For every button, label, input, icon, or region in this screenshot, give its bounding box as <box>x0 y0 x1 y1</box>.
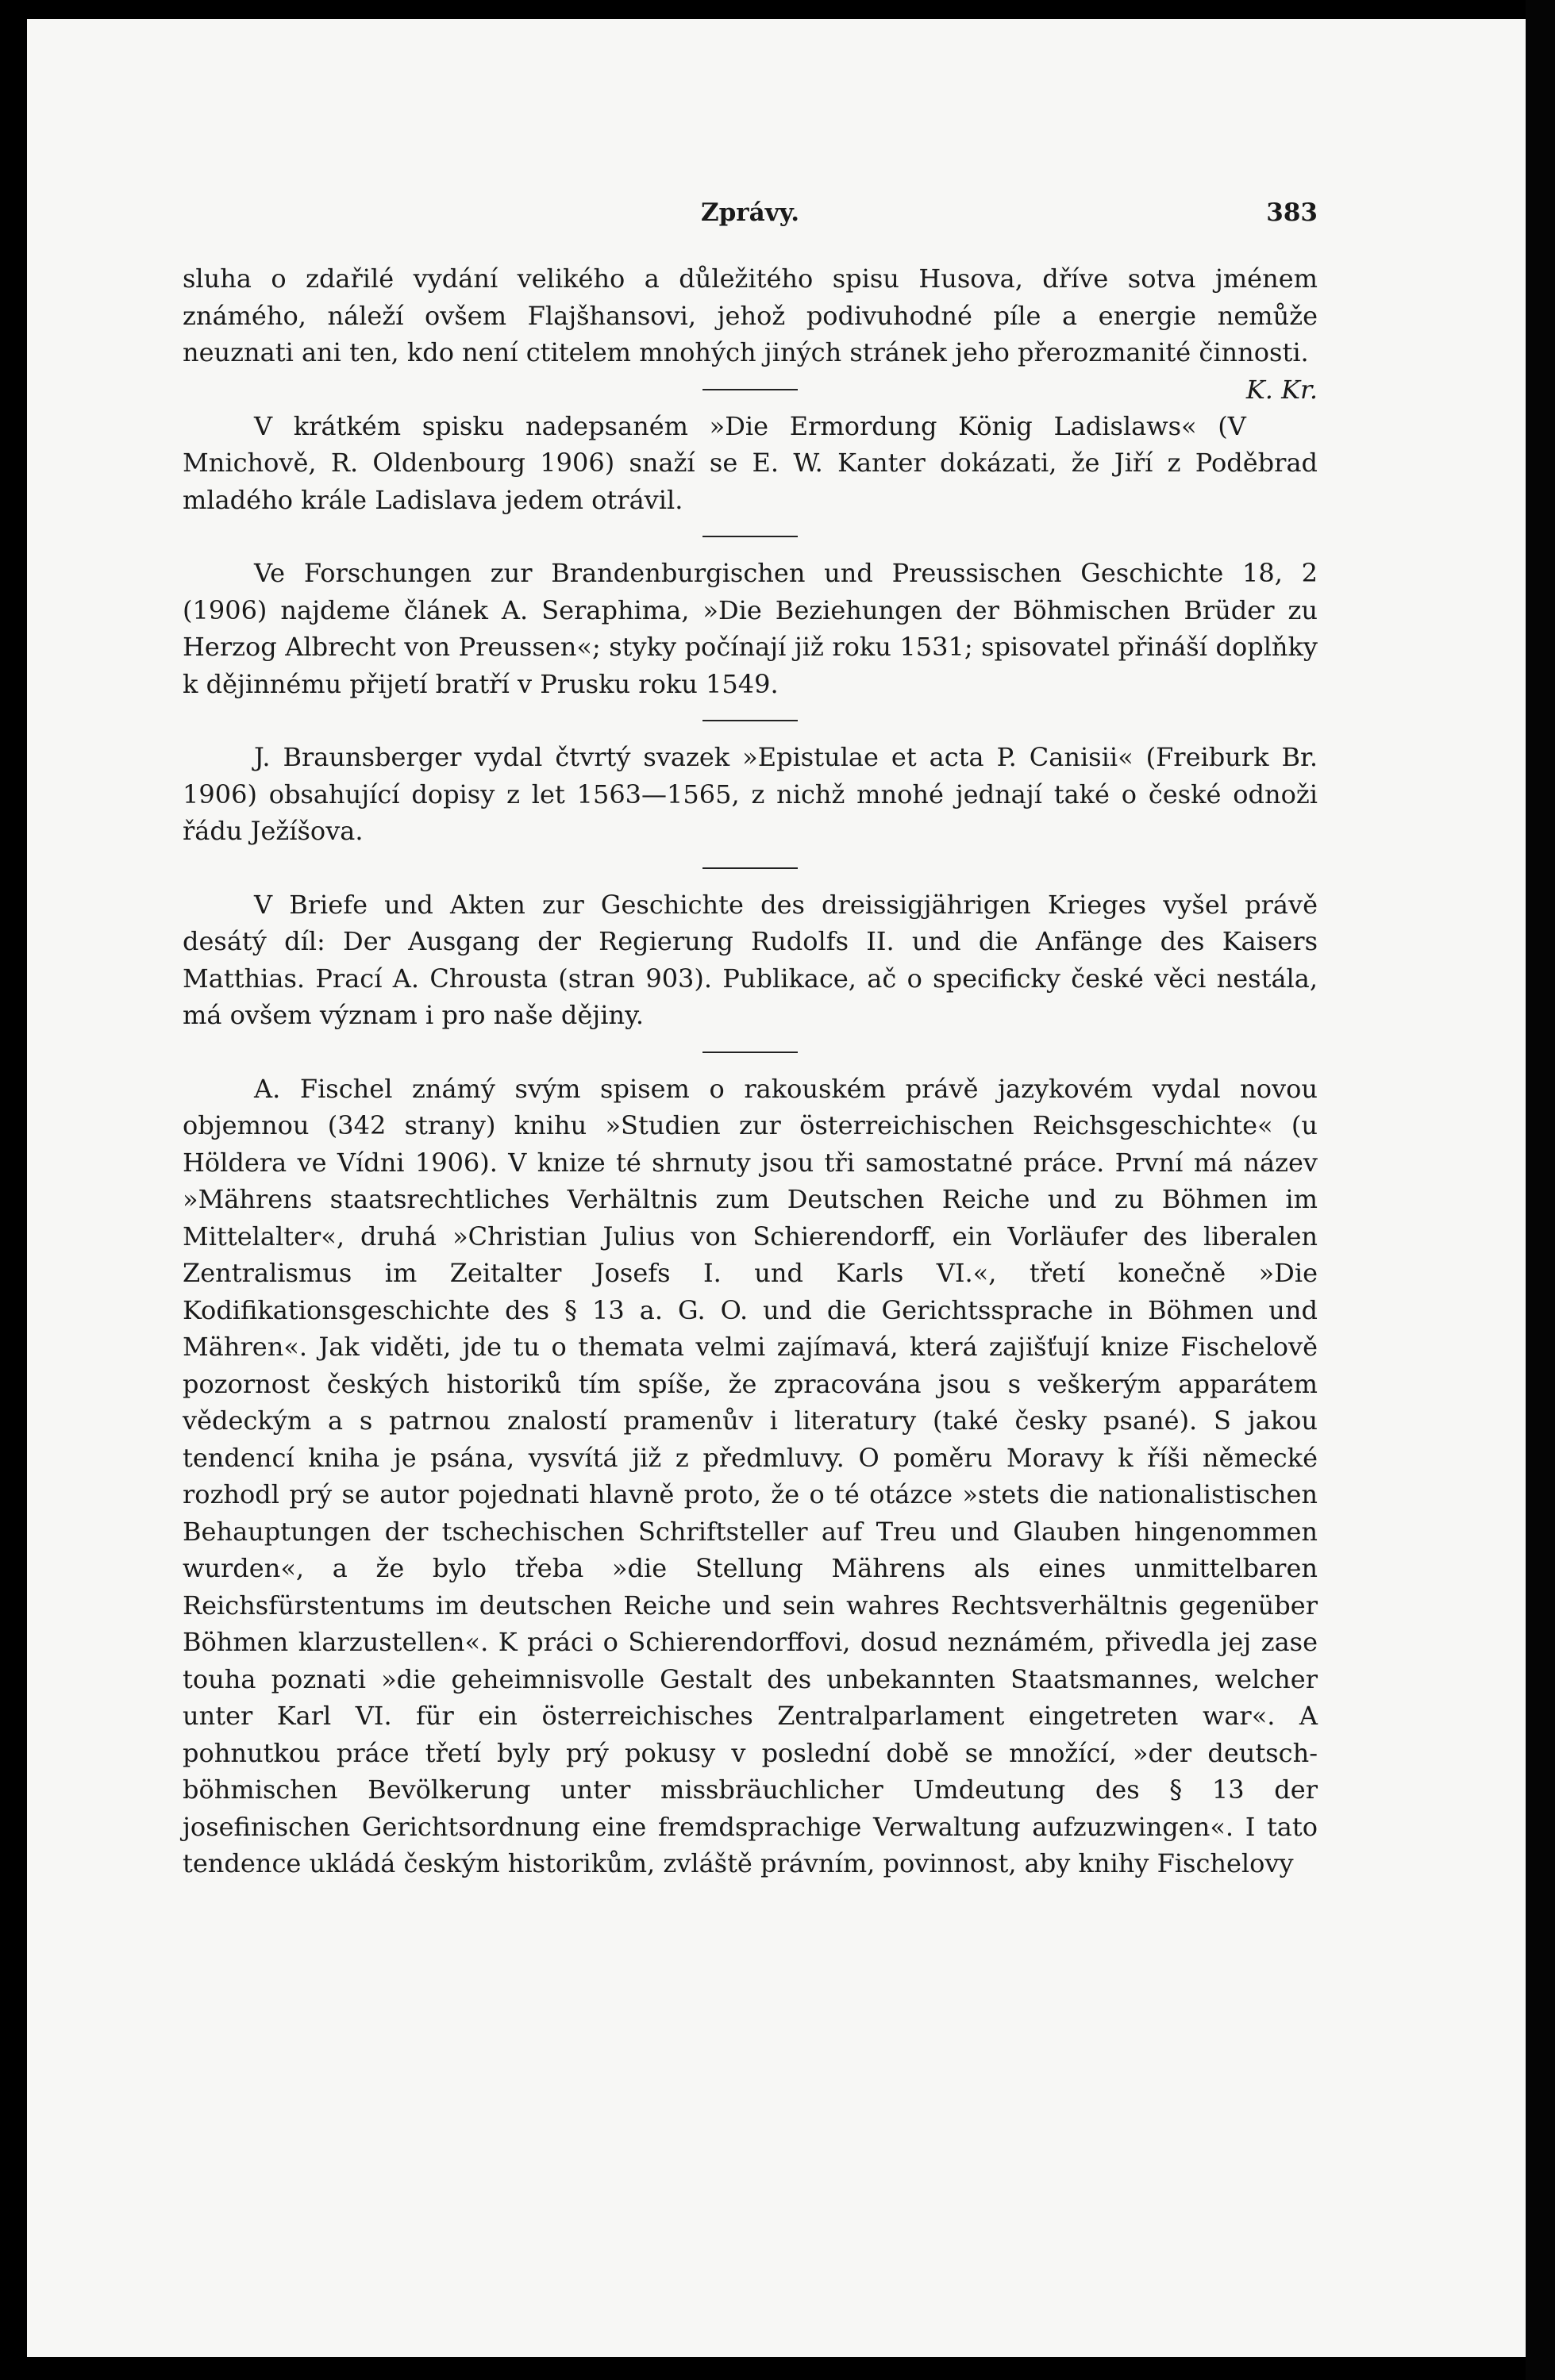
page-number: 383 <box>1266 198 1318 227</box>
paragraph-1-text: sluha o zdařilé vydání velikého a důležitého spisu Husova, dříve sotva jménem známého, náleží ovšem Flajšhansovi, jehož podivuhodné píle a energie nemůže neuznati ani ten, kdo není ctitelem mnohých jiných stránek jeho přerozmanité činnosti. <box>183 263 1318 367</box>
section-divider <box>702 389 798 390</box>
page-content <box>183 198 1318 1882</box>
signature: K. Kr. <box>1245 374 1318 405</box>
paragraph-6: A. Fischel známý svým spisem o rakouském právě jazykovém vydal novou objemnou (342 strany) knihu »Studien zur österreichischen Reichsgeschichte« (u Höldera ve Vídni 1906). V knize té shrnuty jsou tři samostatné práce. První má název »Mährens staatsrechtliches Verhältnis zum Deutschen Reiche und zu Böhmen im Mittelalter«, druhá »Christian Julius von Schierendorff, ein Vorläufer des liberalen Zentralismus im Zeitalter Josefs I. und Karls VI.«, třetí konečně »Die Kodifikationsgeschichte des § 13 a. G. O. und die Gerichtssprache in Böhmen und Mähren«. Jak viděti, jde tu o themata velmi zajímavá, která zajišťují knize Fischelově pozornost českých historiků tím spíše, že zpracována jsou s veškerým apparátem vědeckým a s patrnou znalostí pramenův i literatury (také česky psané). S jakou tendencí kniha je psána, vysvítá již z předmluvy. O poměru Moravy k říši německé rozhodl prý se autor pojednati hlavně proto, že o té otázce »stets die nationalistischen Behauptungen der tschechischen Schriftsteller auf Treu und Glauben hingenommen wurden«, a že bylo třeba »die Stellung Mährens als eines unmittelbaren Reichsfürstentums im deutschen Reiche und sein wahres Rechtsverhältnis gegenüber Böhmen klarzustellen«. K práci o Schierendorffovi, dosud neznámém, přivedla jej zase touha poznati »die geheimnisvolle Gestalt des unbekannten Staatsmannes, welcher unter Karl VI. für ein österreichisches Zentralparlament eingetreten war«. A pohnutkou práce třetí byly prý pokusy v poslední době se množící, »der deutsch-böhmischen Bevölkerung unter missbräuchlicher Umdeutung des § 13 der josefinischen Gerichtsordnung eine fremdsprachige Verwaltung aufzuzwingen«. I tato tendence ukládá českým historikům, zvláště právním, povinnost, aby knihy Fischelovy <box>183 1073 1318 1878</box>
running-header <box>183 198 1318 246</box>
paragraph-4: J. Braunsberger vydal čtvrtý svazek »Epistulae et acta P. Canisii« (Freiburk Br. 1906) obsahující dopisy z let 1563—1565, z nichž mnohé jednají také o české odnoži řádu Ježíšova. <box>183 742 1318 846</box>
header-title: Zprávy. <box>701 198 799 227</box>
section-divider <box>702 867 798 869</box>
paragraph-3: Ve Forschungen zur Brandenburgischen und Preussischen Geschichte 18, 2 (1906) najdeme článek A. Seraphima, »Die Beziehungen der Böhmischen Brüder zu Herzog Albrecht von Preussen«; styky počínají již roku 1531; spisovatel přináší doplňky k dějinnému přijetí bratří v Prusku roku 1549. <box>183 558 1318 699</box>
paragraph-1 <box>183 260 1318 405</box>
section-divider <box>702 536 798 537</box>
section-divider <box>702 1052 798 1053</box>
scan-gutter <box>1526 0 1555 2380</box>
paragraph-2: V krátkém spisku nadepsaném »Die Ermordung König Ladislaws« (V Mnichově, R. Oldenbourg 1906) snaží se E. W. Kanter dokázati, že Jiří z Poděbrad mladého krále Ladislava jedem otrávil. <box>183 410 1318 515</box>
paragraph-5: V Briefe und Akten zur Geschichte des dreissigjährigen Krieges vyšel právě desátý díl: Der Ausgang der Regierung Rudolfs II. und die Anfänge des Kaisers Matthias. Prací A. Chrousta (stran 903). Publikace, ač o specificky české věci nestála, má ovšem význam i pro naše dějiny. <box>183 889 1318 1030</box>
section-divider <box>702 720 798 721</box>
